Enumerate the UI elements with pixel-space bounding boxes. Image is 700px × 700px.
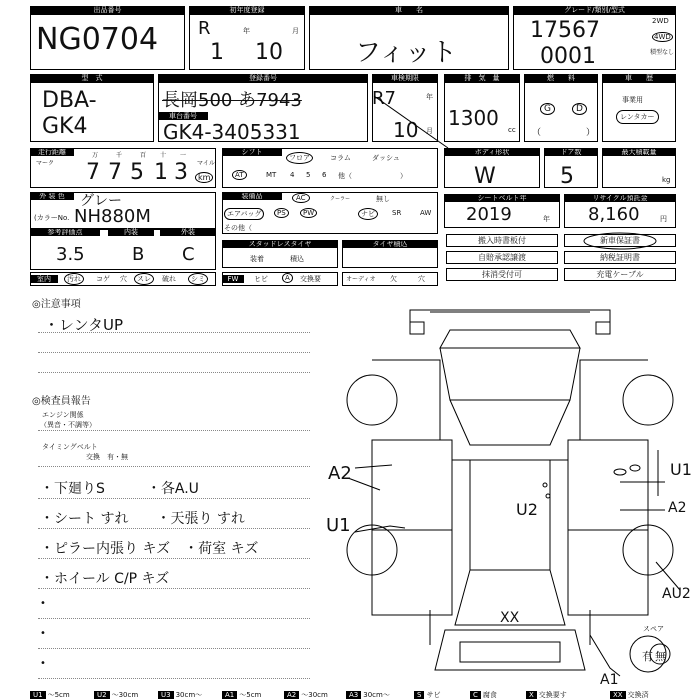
color-main: グレー bbox=[80, 193, 122, 209]
mileage-unit-man: 万 bbox=[92, 152, 99, 159]
seatbelt-unit: 年 bbox=[543, 215, 550, 223]
shift-floor: フロア bbox=[286, 152, 313, 164]
legend-a1-desc: 〜5cm bbox=[239, 691, 262, 699]
lot-number: NG0704 bbox=[36, 22, 159, 57]
grade-sub: 0001 bbox=[540, 44, 596, 69]
legend-x-code: X bbox=[526, 691, 537, 699]
inspect-line-7 bbox=[38, 618, 310, 619]
fw-label: FW bbox=[222, 275, 244, 283]
spare-label: スペア bbox=[643, 625, 664, 633]
legend-s-desc: サビ bbox=[426, 691, 441, 699]
empty-bullet-3: • bbox=[40, 658, 46, 669]
first-reg-era: R bbox=[198, 18, 211, 39]
legend-c bbox=[470, 690, 497, 700]
inspect-line-5 bbox=[38, 558, 310, 559]
inspector-line-3: ・ピラー内張り キズ ・荷室 キズ bbox=[40, 541, 259, 557]
engine-label: エンジン関係 bbox=[42, 411, 84, 419]
inspection-month: 10 bbox=[393, 118, 419, 142]
legend-u3-desc: 30cm〜 bbox=[175, 691, 203, 699]
mileage-unit-ichi: 一 bbox=[180, 152, 187, 159]
shift-5: 5 bbox=[306, 171, 311, 179]
engine-sub: （異音・不調等） bbox=[40, 421, 96, 429]
studless-header: スタッドレスタイヤ bbox=[222, 240, 338, 248]
doc-btn-1b: 新車保証書 bbox=[564, 234, 676, 247]
mark-right-rear: AU2 bbox=[662, 586, 691, 602]
cond-burn: コゲ bbox=[96, 275, 110, 283]
notes-line: ・レンタUP bbox=[44, 316, 124, 334]
equip-aw: AW bbox=[420, 209, 432, 217]
exterior-header: 外装 bbox=[160, 228, 216, 236]
interior-header: 内装 bbox=[108, 228, 154, 236]
color-code: NH880M bbox=[74, 206, 151, 227]
model-code-2: GK4 bbox=[42, 114, 88, 139]
drive-none: 積型なし bbox=[650, 49, 675, 56]
color-code-label: (カラーNo. bbox=[34, 214, 70, 222]
legend-u2-code: U2 bbox=[94, 691, 110, 699]
cond-stain: シミ bbox=[188, 273, 208, 285]
tire-audio: オーディオ bbox=[346, 276, 376, 283]
legend-a3-code: A3 bbox=[346, 691, 361, 699]
drive-2wd: 2WD bbox=[652, 17, 669, 25]
equip-none: 無し bbox=[376, 195, 390, 203]
mileage-unit-sen: 千 bbox=[116, 152, 123, 159]
mileage-unit-km: km bbox=[195, 172, 213, 183]
note-line-1 bbox=[38, 332, 310, 333]
capacity-header: 最大積載量 bbox=[602, 148, 676, 156]
equip-pw: PW bbox=[300, 208, 317, 218]
inspect-line-9 bbox=[38, 678, 310, 679]
mark-right-mid: A2 bbox=[668, 500, 687, 516]
lot-number-header: 出品番号 bbox=[30, 6, 185, 14]
shift-4: 4 bbox=[290, 171, 295, 179]
cond-dirt: 汚れ bbox=[64, 273, 84, 285]
mileage-unit-hyaku: 百 bbox=[140, 152, 147, 159]
mileage-digit-5: 3 bbox=[174, 160, 188, 185]
legend-u1-code: U1 bbox=[30, 691, 46, 699]
grade-code: 17567 bbox=[530, 18, 600, 43]
first-reg-month-unit: 月 bbox=[292, 27, 299, 35]
inspector-title: ◎検査員報告 bbox=[32, 396, 91, 407]
inspector-line-4: ・ホイール C/P キズ bbox=[40, 571, 170, 587]
doc-btn-3b: 充電ケーブル bbox=[564, 268, 676, 281]
doors-header: ドア数 bbox=[544, 148, 598, 156]
mileage-header: 走行距離 bbox=[30, 148, 74, 156]
fw-replace: 交換要 bbox=[300, 275, 321, 283]
cond-hole: 穴 bbox=[120, 275, 127, 283]
mileage-digit-4: 1 bbox=[154, 160, 168, 185]
mileage-box bbox=[30, 148, 216, 188]
history-rental: レンタカー bbox=[616, 110, 659, 124]
cond-tear: 破れ bbox=[162, 275, 176, 283]
score-value: 3.5 bbox=[56, 244, 85, 265]
equip-ps: PS bbox=[274, 208, 289, 218]
legend-a2-code: A2 bbox=[284, 691, 299, 699]
history-business: 事業用 bbox=[622, 96, 643, 104]
first-reg-month: 10 bbox=[255, 40, 283, 65]
cond-scuff: スレ bbox=[134, 273, 154, 285]
fw-crack: ヒビ bbox=[254, 275, 268, 283]
chassis-header: 車台番号 bbox=[158, 112, 208, 120]
studless-loaded: 積込 bbox=[290, 255, 304, 263]
doc-btn-1a: 搬入時書板付 bbox=[446, 234, 558, 247]
legend-a3-desc: 30cm〜 bbox=[363, 691, 390, 699]
inspect-line-1 bbox=[38, 430, 310, 431]
recycle-header: リサイクル預託金 bbox=[564, 194, 676, 202]
mileage-unit-mile: マイル bbox=[197, 160, 215, 167]
inspection-header: 車検期限 bbox=[372, 74, 438, 82]
mark-left-door: U1 bbox=[326, 515, 351, 536]
displacement-value: 1300 bbox=[448, 106, 499, 130]
displacement-unit: cc bbox=[508, 126, 516, 134]
inspect-line-8 bbox=[38, 648, 310, 649]
legend-a2 bbox=[284, 690, 328, 700]
exterior-value: C bbox=[182, 244, 195, 265]
tire-load-box bbox=[342, 240, 438, 268]
car-name-header: 車 名 bbox=[309, 6, 509, 14]
legend-a3 bbox=[346, 690, 390, 700]
tire-hole: 穴 bbox=[418, 275, 425, 283]
shift-other-close: ） bbox=[400, 172, 407, 180]
legend-xx-desc: 交換済 bbox=[627, 691, 649, 699]
tire-load-header: タイヤ積込 bbox=[342, 240, 438, 248]
score-header: 参考評価点 bbox=[30, 228, 100, 236]
shift-mt: MT bbox=[266, 171, 277, 179]
inspection-strike bbox=[372, 82, 452, 152]
mileage-digit-1: 7 bbox=[86, 160, 100, 185]
studless-mounted: 装着 bbox=[250, 255, 264, 263]
shift-at: AT bbox=[232, 170, 247, 180]
legend-s bbox=[414, 690, 440, 700]
legend-x-desc: 交換要す bbox=[538, 691, 567, 699]
seatbelt-header: シートベルト年 bbox=[444, 194, 560, 202]
body-shape-header: ボディ形状 bbox=[444, 148, 540, 156]
shift-column: コラム bbox=[330, 154, 351, 162]
mark-left-front: A2 bbox=[328, 463, 352, 484]
legend-u2-desc: 〜30cm bbox=[111, 691, 139, 699]
equip-other: その他（ bbox=[224, 224, 252, 232]
fuel-paren-open: （ bbox=[532, 128, 542, 138]
inspector-line-1: ・下廻りS ・各A.U bbox=[40, 481, 199, 497]
car-name: フィット bbox=[355, 38, 457, 68]
legend-xx-code: XX bbox=[610, 691, 626, 699]
legend-a1 bbox=[222, 690, 261, 700]
capacity-unit: kg bbox=[662, 176, 671, 184]
mark-right-front: U1 bbox=[670, 460, 692, 479]
fuel-g: G bbox=[540, 103, 555, 115]
equipment-header: 装備品 bbox=[222, 192, 282, 200]
legend-u3 bbox=[158, 690, 202, 700]
legend-u3-code: U3 bbox=[158, 691, 174, 699]
equip-ac: AC bbox=[292, 193, 310, 203]
empty-bullet-2: • bbox=[40, 628, 46, 639]
doors-value: 5 bbox=[560, 164, 574, 189]
shift-other: 他（ bbox=[338, 172, 352, 180]
legend-u2 bbox=[94, 690, 138, 700]
note-line-2 bbox=[38, 352, 310, 353]
model-code-1: DBA- bbox=[42, 88, 97, 113]
registration-number: 長岡500 あ7943 bbox=[162, 90, 302, 111]
legend-u1-desc: 〜5cm bbox=[47, 691, 70, 699]
inspector-line-2: ・シート すれ ・天張り すれ bbox=[40, 511, 245, 527]
legend-c-code: C bbox=[470, 691, 481, 699]
legend-c-desc: 腐食 bbox=[482, 691, 497, 699]
shift-dash: ダッシュ bbox=[372, 154, 400, 162]
note-line-3 bbox=[38, 372, 310, 373]
mileage-digit-2: 7 bbox=[108, 160, 122, 185]
legend-xx bbox=[610, 690, 649, 700]
equip-cooler: クーラー bbox=[330, 196, 351, 202]
displacement-header: 排 気 量 bbox=[444, 74, 520, 82]
fuel-d: D bbox=[572, 103, 587, 115]
inspection-era: R7 bbox=[372, 88, 396, 109]
model-header: 型 式 bbox=[30, 74, 154, 82]
first-registration-header: 初年度登録 bbox=[189, 6, 305, 14]
new-car-warranty-circle bbox=[582, 231, 658, 251]
fuel-paren-close: ） bbox=[586, 128, 596, 138]
interior-value: B bbox=[132, 244, 145, 265]
timing-sub: 交換 有・無 bbox=[86, 453, 128, 461]
chassis-number: GK4-3405331 bbox=[163, 120, 301, 144]
legend-x bbox=[526, 690, 567, 700]
empty-bullet-1: • bbox=[40, 598, 46, 609]
doc-btn-2b: 納税証明書 bbox=[564, 251, 676, 264]
recycle-unit: 円 bbox=[660, 215, 667, 223]
inspect-line-3 bbox=[38, 498, 310, 499]
first-reg-year: 1 bbox=[210, 40, 224, 65]
fw-a: A bbox=[282, 273, 293, 283]
inspect-line-2 bbox=[38, 466, 310, 467]
inspect-line-6 bbox=[38, 588, 310, 589]
interior-condition-label: 室内 bbox=[30, 275, 58, 283]
legend-a1-code: A1 bbox=[222, 691, 237, 699]
inspect-line-4 bbox=[38, 528, 310, 529]
seatbelt-year: 2019 bbox=[466, 204, 512, 225]
inspection-year-unit: 年 bbox=[426, 93, 433, 101]
first-reg-year-unit: 年 bbox=[243, 27, 250, 35]
spare-yes: 有 bbox=[642, 650, 653, 663]
doc-btn-2a: 自賠承認譲渡 bbox=[446, 251, 558, 264]
mark-rear-bottom: A1 bbox=[600, 672, 619, 688]
body-shape-value: W bbox=[474, 164, 496, 189]
grade-header: グレード/類別/型式 bbox=[513, 6, 676, 14]
color-header: 外 装 色 bbox=[30, 192, 74, 200]
legend-s-code: S bbox=[414, 691, 424, 699]
spare-no: 無 bbox=[655, 650, 666, 663]
history-header: 車 歴 bbox=[602, 74, 676, 82]
doc-btn-3a: 抹消受付可 bbox=[446, 268, 558, 281]
equip-airbag: エアバッグ bbox=[224, 208, 264, 220]
equip-navi: ナビ bbox=[358, 208, 378, 220]
shift-header: シフト bbox=[222, 148, 282, 156]
mark-trunk: XX bbox=[500, 610, 520, 626]
equip-sr: SR bbox=[392, 209, 402, 217]
notes-title: ◎注意事項 bbox=[32, 299, 81, 310]
recycle-value: 8,160 bbox=[588, 204, 640, 225]
mileage-digit-3: 5 bbox=[130, 160, 144, 185]
fuel-header: 燃 料 bbox=[524, 74, 598, 82]
inspection-month-unit: 月 bbox=[426, 127, 433, 135]
timing-label: タイミングベルト bbox=[42, 443, 98, 451]
legend-a2-desc: 〜30cm bbox=[301, 691, 328, 699]
mileage-marker: マーク bbox=[36, 160, 55, 167]
mark-center: U2 bbox=[516, 500, 538, 519]
mileage-unit-ju: 十 bbox=[160, 152, 167, 159]
legend-u1 bbox=[30, 690, 70, 700]
tire-missing: 欠 bbox=[390, 275, 397, 283]
drive-4wd: 4WD bbox=[654, 33, 671, 41]
shift-6: 6 bbox=[322, 171, 327, 179]
registration-header: 登録番号 bbox=[158, 74, 368, 82]
studless-box bbox=[222, 240, 338, 268]
